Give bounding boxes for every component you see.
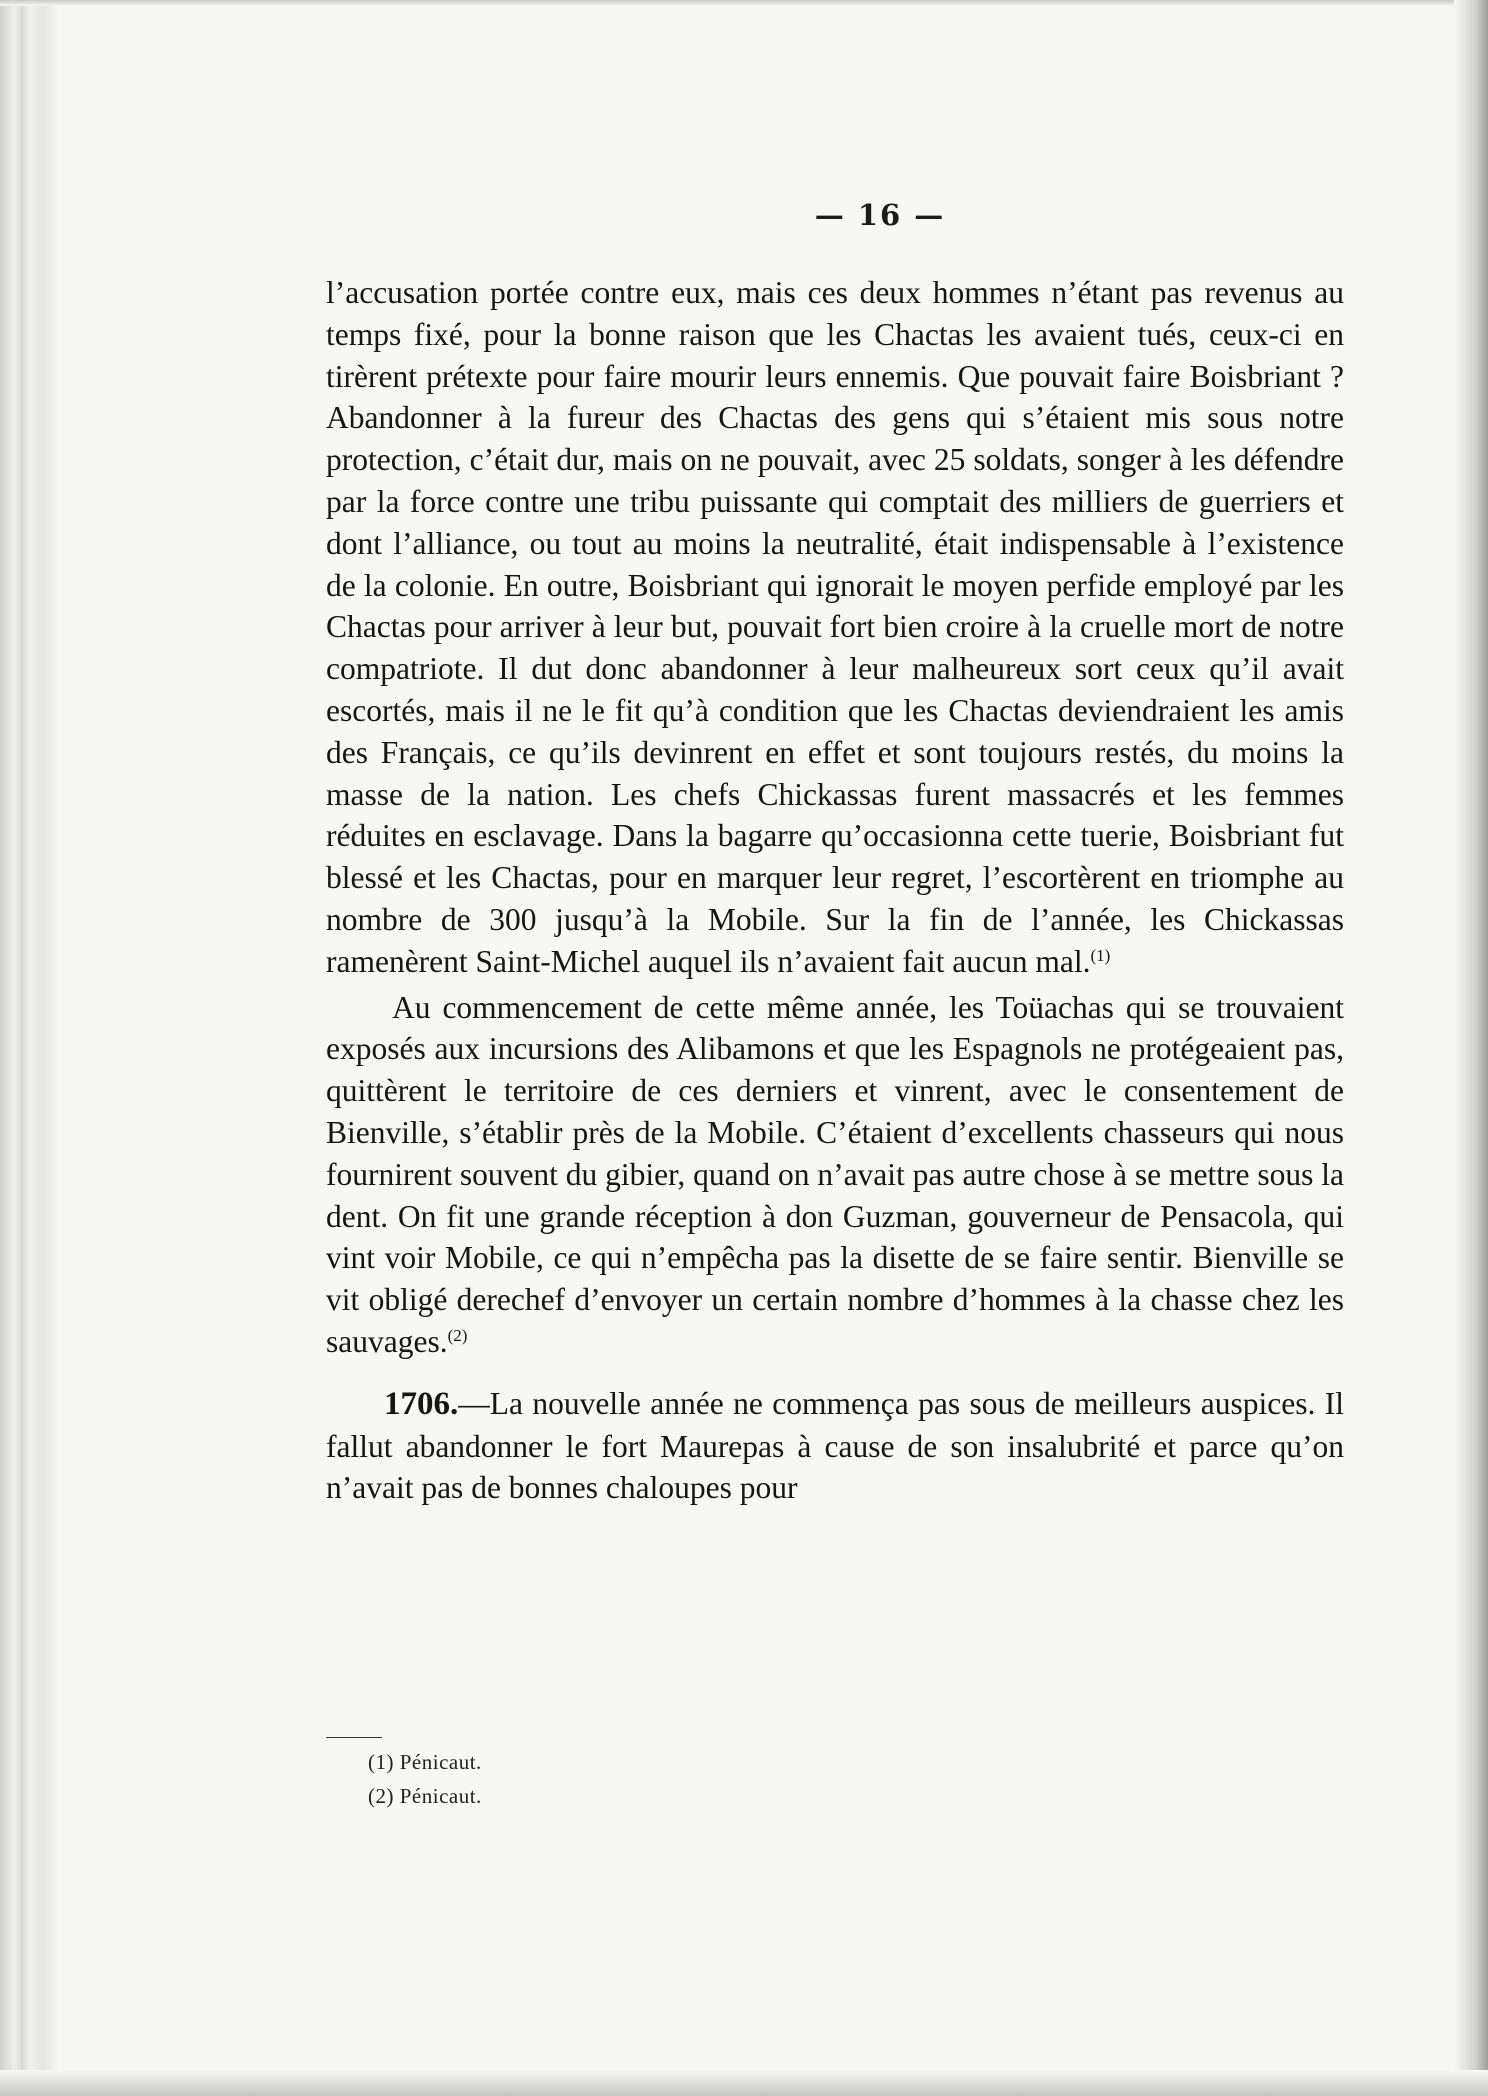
paragraph-1 (326, 272, 1344, 983)
paragraph-3-text: —La nouvelle année ne commença pas sous de meilleurs auspices. Il fallut abandonner le fort Maurepas à cause de son insalubrité et parce qu’on n’avait pas de bonnes chaloupes pour (326, 1385, 1344, 1506)
page-right-edge (1454, 0, 1488, 2096)
page-top-edge (0, 0, 1488, 6)
body-text (326, 272, 1344, 1509)
footnotes (368, 1745, 482, 1813)
footnote-rule (326, 1737, 382, 1738)
paragraph-3 (326, 1383, 1344, 1509)
page-number: — 16 — (814, 198, 946, 232)
footnote-ref-1: (1) (1090, 945, 1111, 965)
paragraph-2-text: Au commencement de cette même année, les Toüachas qui se trouvaient exposés aux incursions des Alibamons et que les Espagnols ne protégeaient pas, quittèrent le territoire de ces derniers et vinrent, avec le consentement de Bienville, s’établir près de la Mobile. C’étaient d’excellents chasseurs qui nous fournirent souvent du gibier, quand on n’avait pas autre chose à se mettre sous la dent. On fit une grande réception à don Guzman, gouverneur de Pensacola, qui vint voir Mobile, ce qui n’empêcha pas la disette de se faire sentir. Bienville se vit obligé derechef d’envoyer un certain nombre d’hommes à la chasse chez les sauvages. (326, 989, 1344, 1359)
footnote-1: (1) Pénicaut. (368, 1750, 482, 1774)
footnote-2: (2) Pénicaut. (368, 1784, 482, 1808)
page-binding-edge (0, 0, 58, 2096)
footnote-ref-2: (2) (447, 1325, 468, 1345)
paragraph-1-text: l’accusation portée contre eux, mais ces deux hommes n’étant pas revenus au temps fixé, pour la bonne raison que les Chactas les avaient tués, ceux-ci en tirèrent prétexte pour faire mourir leurs ennemis. Que pouvait faire Boisbriant ? Abandonner à la fureur des Chactas des gens qui s’étaient mis sous notre protection, c’était dur, mais on ne pouvait, avec 25 soldats, songer à les défendre par la force contre une tribu puissante qui comptait des milliers de guerriers et dont l’alliance, ou tout au moins la neutralité, était indispensable à l’existence de la colonie. En outre, Boisbriant qui ignorait le moyen perfide employé par les Chactas pour arriver à leur but, pouvait fort bien croire à la cruelle mort de notre compatriote. Il dut donc abandonner à leur malheureux sort ceux qu’il avait escortés, mais il ne le fit qu’à condition que les Chactas deviendraient les amis des Français, ce qu’ils devinrent en effet et sont toujours restés, du moins la masse de la nation. Les chefs Chickassas furent massacrés et les femmes réduites en esclavage. Dans la bagarre qu’occasionna cette tuerie, Boisbriant fut blessé et les Chactas, pour en marquer leur regret, l’escortèrent en triomphe au nombre de 300 jusqu’à la Mobile. Sur la fin de l’année, les Chickassas ramenèrent Saint-Michel auquel ils n’avaient fait aucun mal. (326, 275, 1344, 979)
year-heading: 1706. (384, 1385, 459, 1422)
paragraph-2 (326, 987, 1344, 1363)
page-bottom-edge (0, 2070, 1488, 2096)
